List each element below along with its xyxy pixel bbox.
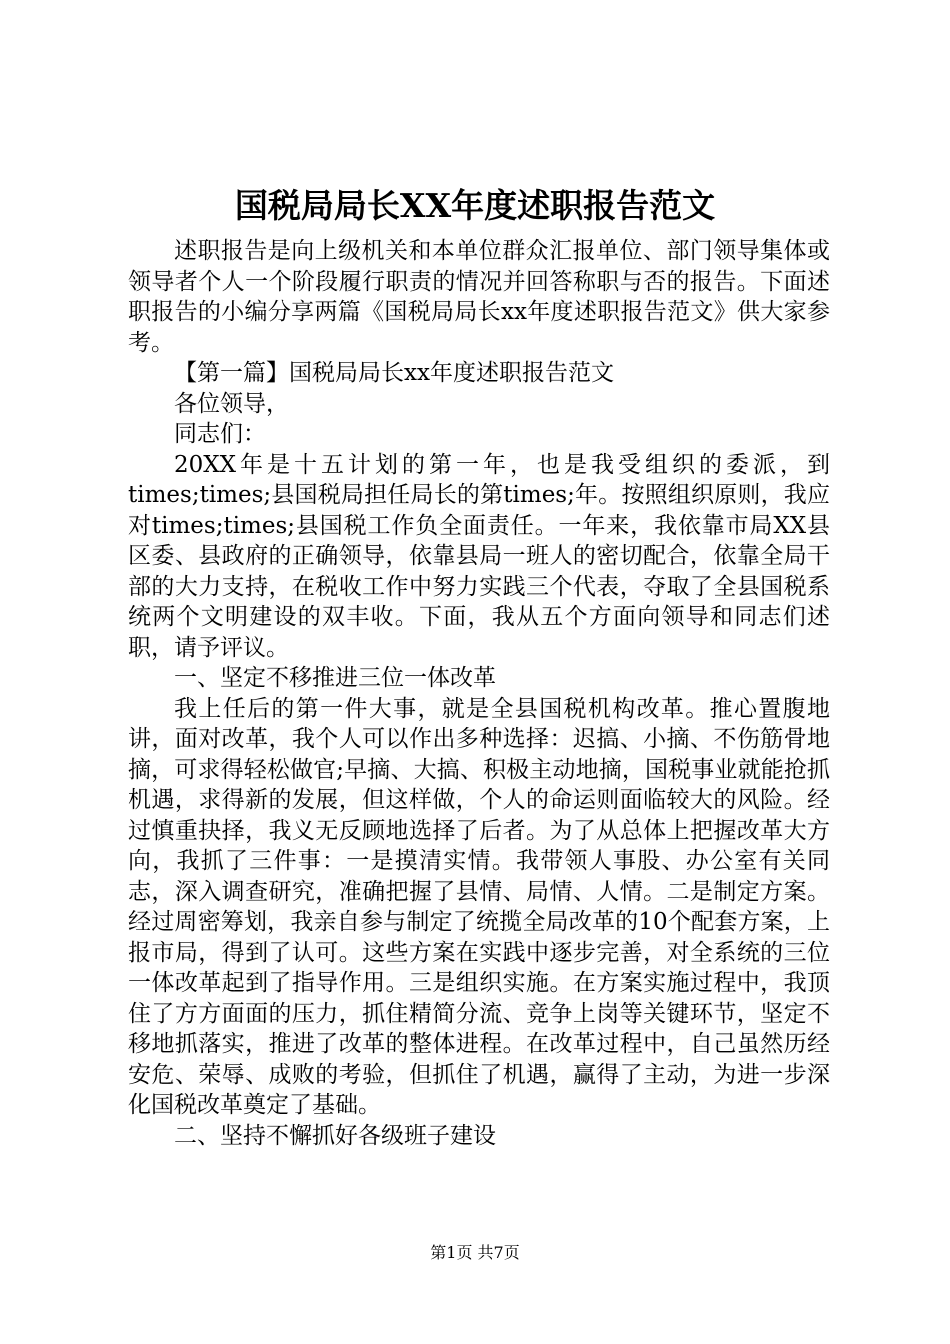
document-title: 国税局局长XX年度述职报告范文 xyxy=(234,186,716,225)
body-paragraph: 20XX年是十五计划的第一年，也是我受组织的委派，到times;times;县国税局担任局长的第times;年。按照组织原则，我应对times;times;县国税工作负全面责任。一年来，我依靠市局XX县区委、县政府的正确领导，依靠县局一班人的密切配合，依靠全局干部的大力支持，在税收工作中努力实践三个代表，夺取了全县国税系统两个文明建设的双丰收。下面，我从五个方面向领导和同志们述职，请予评议。 xyxy=(128,451,830,661)
body-paragraph: 我上任后的第一件大事，就是全县国税机构改革。推心置腹地讲，面对改革，我个人可以作出多种选择：迟搞、小摘、不伤筋骨地摘，可求得轻松做官;早摘、大搞、积极主动地摘，国税事业就能抢抓机遇，求得新的发展，但这样做，个人的命运则面临较大的风险。经过慎重抉择，我义无反顾地选择了后者。为了从总体上把握改革大方向，我抓了三件事：一是摸清实情。我带领人事股、办公室有关同志，深入调查研究，准确把握了县情、局情、人情。二是制定方案。经过周密筹划，我亲自参与制定了统揽全局改革的10个配套方案，上报市局，得到了认可。这些方案在实践中逐步完善，对全系统的三位一体改革起到了指导作用。三是组织实施。在方案实施过程中，我顶住了方方面面的压力，抓住精简分流、竞争上岗等关键环节，坚定不移地抓落实，推进了改革的整体进程。在改革过程中，自己虽然历经安危、荣辱、成败的考验，但抓住了机遇，赢得了主动，为进一步深化国税改革奠定了基础。 xyxy=(128,695,830,1118)
section-heading: 【第一篇】国税局局长xx年度述职报告范文 xyxy=(174,360,614,386)
section-heading: 二、坚持不懈抓好各级班子建设 xyxy=(174,1122,496,1149)
section-heading: 一、坚定不移推进三位一体改革 xyxy=(174,665,496,691)
intro-paragraph: 述职报告是向上级机关和本单位群众汇报单位、部门领导集体或领导者个人一个阶段履行职责的情况并回答称职与否的报告。下面述职报告的小编分享两篇《国税局局长xx年度述职报告范文》供大家参考。 xyxy=(128,238,830,356)
page-footer: 第1页 共7页 xyxy=(430,1243,520,1262)
salutation: 同志们： xyxy=(174,421,266,447)
document-body xyxy=(128,236,830,1151)
salutation: 各位领导， xyxy=(174,390,289,417)
